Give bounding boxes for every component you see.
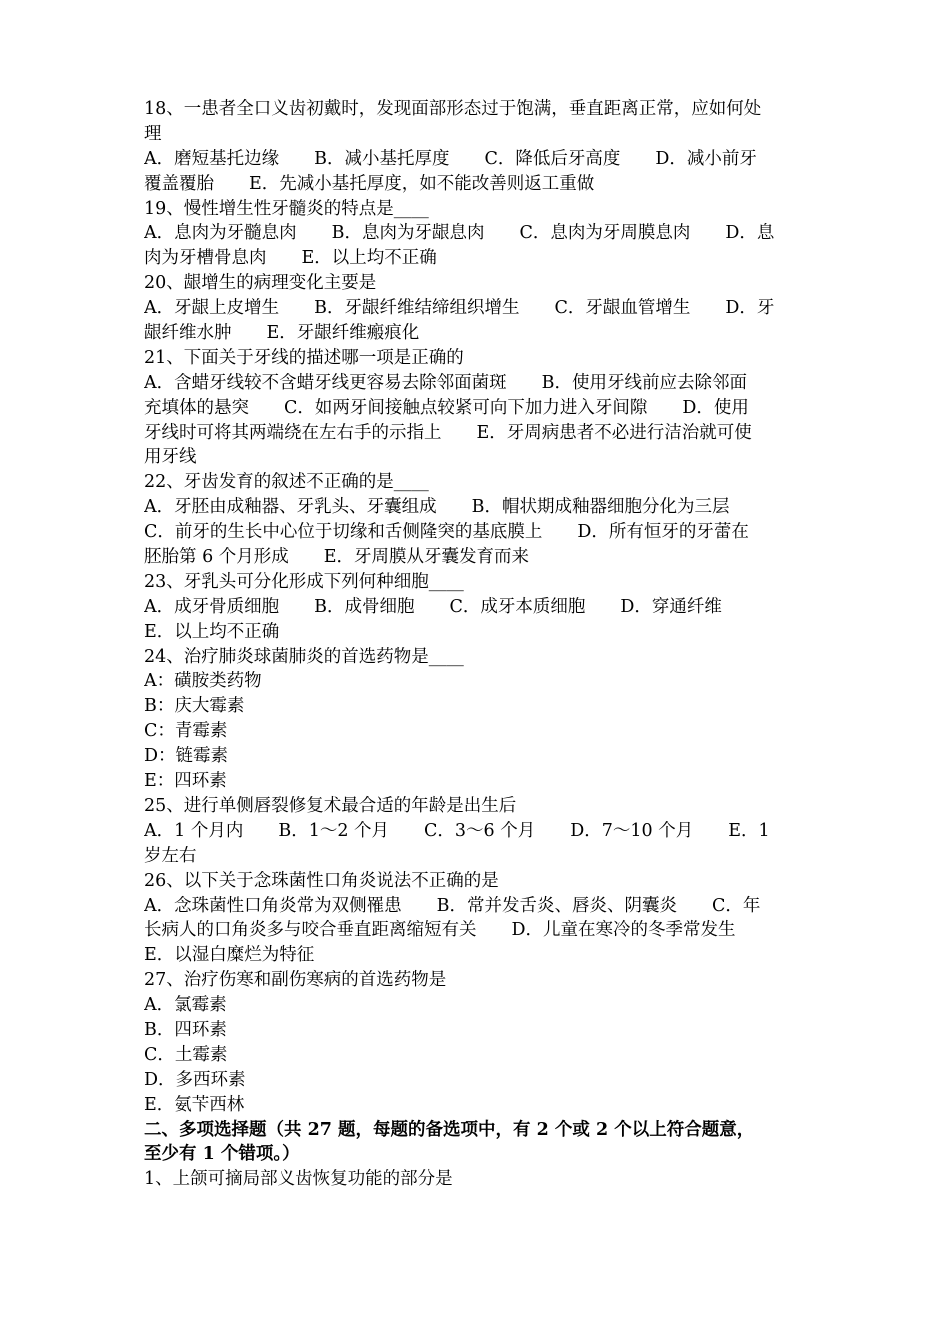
text-line: C．土霉素 bbox=[144, 1044, 228, 1065]
text-line: A．牙龈上皮增生 B．牙龈纤维结缔组织增生 C．牙龈血管增生 D．牙 bbox=[144, 298, 775, 319]
text-line: 20、龈增生的病理变化主要是 bbox=[144, 273, 377, 294]
text-line: 22、牙齿发育的叙述不正确的是____ bbox=[144, 472, 429, 493]
text-line: 肉为牙槽骨息肉 E．以上均不正确 bbox=[144, 248, 437, 269]
text-line: 18、一患者全口义齿初戴时，发现面部形态过于饱满，垂直距离正常，应如何处 bbox=[144, 99, 762, 119]
text-line: D．多西环素 bbox=[144, 1069, 246, 1090]
section-heading-line: 二、多项选择题（共 27 题，每题的备选项中，有 2 个或 2 个以上符合题意， bbox=[144, 1119, 755, 1140]
exam-text-body bbox=[144, 97, 812, 1192]
text-line: 25、进行单侧唇裂修复术最合适的年龄是出生后 bbox=[144, 795, 517, 816]
text-line: 27、治疗伤寒和副伤寒病的首选药物是 bbox=[144, 970, 447, 991]
text-line: 1、上颌可摘局部义齿恢复功能的部分是 bbox=[144, 1169, 453, 1190]
text-line: A．成牙骨质细胞 B．成骨细胞 C．成牙本质细胞 D．穿通纤维 bbox=[144, 596, 722, 617]
text-line: E．以湿白糜烂为特征 bbox=[144, 945, 315, 966]
text-line: 用牙线 bbox=[144, 447, 197, 468]
text-line: 覆盖覆胎 E．先减小基托厚度，如不能改善则返工重做 bbox=[144, 173, 595, 194]
text-line: 胚胎第 6 个月形成 E．牙周膜从牙囊发育而来 bbox=[144, 547, 530, 568]
text-line: B：庆大霉素 bbox=[144, 696, 245, 717]
text-line: A．牙胚由成釉器、牙乳头、牙囊组成 B．帽状期成釉器细胞分化为三层 bbox=[144, 497, 730, 518]
text-line: D：链霉素 bbox=[144, 746, 229, 767]
text-line: 21、下面关于牙线的描述哪一项是正确的 bbox=[144, 347, 464, 368]
text-line: E：四环素 bbox=[144, 771, 227, 792]
text-line: C．前牙的生长中心位于切缘和舌侧隆突的基底膜上 D．所有恒牙的牙蕾在 bbox=[144, 522, 749, 543]
text-line: E．氨苄西林 bbox=[144, 1094, 245, 1115]
text-line: A．息肉为牙髓息肉 B．息肉为牙龈息肉 C．息肉为牙周膜息肉 D．息 bbox=[144, 223, 775, 244]
text-line: 26、以下关于念珠菌性口角炎说法不正确的是 bbox=[144, 870, 499, 891]
text-line: B．四环素 bbox=[144, 1019, 227, 1040]
text-line: 岁左右 bbox=[144, 845, 197, 866]
text-line: A：磺胺类药物 bbox=[144, 671, 262, 692]
text-line: 龈纤维水肿 E．牙龈纤维瘢痕化 bbox=[144, 323, 420, 344]
text-line: 牙线时可将其两端绕在左右手的示指上 E．牙周病患者不必进行洁治就可使 bbox=[144, 422, 752, 443]
text-line: A．1 个月内 B．1～2 个月 C．3～6 个月 D．7～10 个月 E．1 bbox=[144, 820, 770, 841]
text-line: 充填体的悬突 C．如两牙间接触点较紧可向下加力进入牙间隙 D．使用 bbox=[144, 397, 749, 418]
text-line: A．含蜡牙线较不含蜡牙线更容易去除邻面菌斑 B．使用牙线前应去除邻面 bbox=[144, 372, 747, 393]
text-line: A．念珠菌性口角炎常为双侧罹患 B．常并发舌炎、唇炎、阴囊炎 C．年 bbox=[144, 895, 761, 916]
text-line: 长病人的口角炎多与咬合垂直距离缩短有关 D．儿童在寒冷的冬季常发生 bbox=[144, 920, 736, 941]
section-heading-line: 至少有 1 个错项。） bbox=[144, 1144, 300, 1165]
text-line: 理 bbox=[144, 123, 162, 144]
text-line: E．以上均不正确 bbox=[144, 621, 280, 642]
text-line: A．氯霉素 bbox=[144, 995, 227, 1016]
text-line: 24、治疗肺炎球菌肺炎的首选药物是____ bbox=[144, 646, 464, 667]
text-line: A．磨短基托边缘 B．减小基托厚度 C．降低后牙高度 D．减小前牙 bbox=[144, 148, 757, 169]
text-line: C：青霉素 bbox=[144, 721, 228, 742]
text-line: 23、牙乳头可分化形成下列何种细胞____ bbox=[144, 571, 464, 592]
text-line: 19、慢性增生性牙髓炎的特点是____ bbox=[144, 198, 429, 219]
